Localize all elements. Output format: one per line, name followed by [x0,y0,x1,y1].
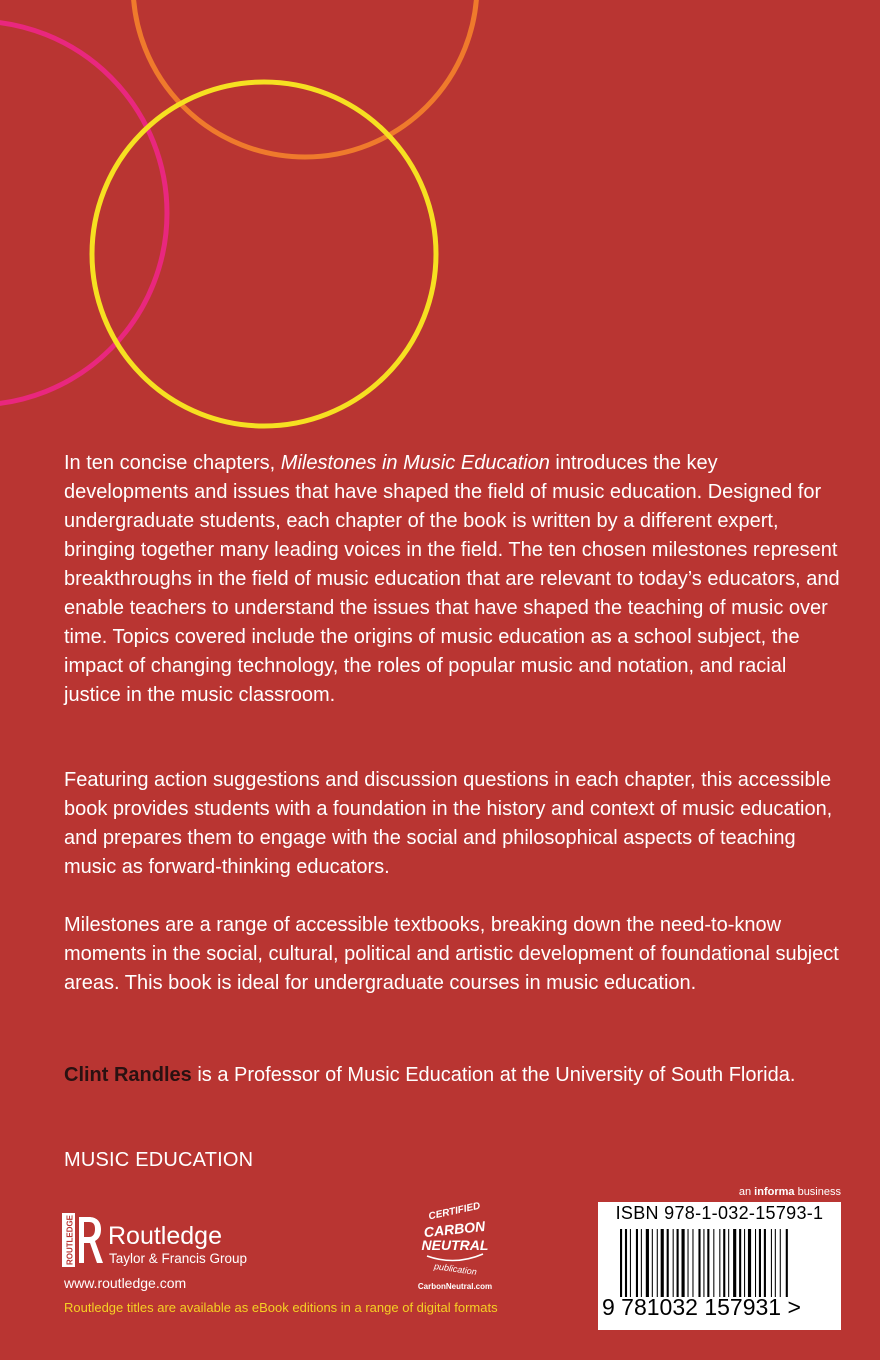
barcode-bar [723,1229,725,1297]
isbn-barcode [598,1202,841,1330]
barcode-bar [744,1229,745,1297]
barcode-bar [728,1229,729,1297]
barcode-bar [688,1229,689,1297]
routledge-r-icon [79,1217,103,1263]
carbon-publication-text: publication [433,1261,478,1277]
barcode-bar [682,1229,685,1297]
barcode-bar [759,1229,761,1297]
decorative-circles [0,0,880,440]
carbon-certified-text: CERTIFIED [427,1200,482,1223]
routledge-name: Routledge [108,1222,222,1250]
neutral-text: NEUTRAL [421,1237,489,1253]
barcode-bar [703,1229,704,1297]
ebook-availability-note: Routledge titles are available as eBook editions in a range of digital formats [64,1300,498,1315]
barcode-bar [780,1229,781,1297]
yellow-circle [92,82,436,426]
routledge-side-text: ROUTLEDGE [64,1211,75,1265]
informa-post: business [794,1186,841,1198]
blurb-paragraph-3: Milestones are a range of accessible textbooks, breaking down the need-to-know moments in the social, cultural, political and artistic development of foundational subject areas. This book is ideal for undergraduate courses in music education. [64,914,839,994]
barcode-bar [677,1229,679,1297]
barcode-bar [775,1229,776,1297]
isbn-label: ISBN 978-1-032-15793-1 [615,1203,824,1223]
barcode-bar [748,1229,751,1297]
barcode-bar [625,1229,627,1297]
blurb-p1-intro: In ten concise chapters, [64,452,281,474]
barcode-bar [713,1229,714,1297]
barcode-bar [698,1229,700,1297]
barcode-bar [636,1229,638,1297]
blurb-p1-body: introduces the key developments and issues that have shaped the field of music education. Designed for undergraduate students, each chapter of the book is written by a different expert, bringing together many leading voices in the field. The ten chosen milestones represent breakthroughs in the field of music education that are relevant to today’s educators, and enable teachers to understand the issues that have shaped the teaching of music over time. Topics covered include the origins of music education as a school subject, the impact of changing technology, the roles of popular music and notation, and racial justice in the music classroom. [64,452,840,706]
blurb-paragraph-2: Featuring action suggestions and discussion questions in each chapter, this accessible book provides students with a foundation in the history and context of music education, and prepares them to engage with the social and philosophical aspects of teaching music as forward-thinking educators. [64,769,833,878]
informa-tagline [600,1186,841,1198]
barcode-bar [719,1229,720,1297]
barcode-digits: 9 781032 157931 > [602,1294,801,1320]
barcode-bar [673,1229,674,1297]
barcode-bar [657,1229,658,1297]
barcode-bar [630,1229,631,1297]
barcode-bar [620,1229,622,1297]
barcode-bar [646,1229,649,1297]
informa-pre: an [738,1186,755,1198]
carbon-text: CARBON [423,1217,486,1241]
author-bio [64,1061,844,1090]
barcode-bar [661,1229,664,1297]
barcode-bar [707,1229,709,1297]
barcode-bar [771,1229,772,1297]
blurb-paragraph-1 [64,449,844,710]
carbon-url: CarbonNeutral.com [417,1282,493,1291]
barcode-bar [764,1229,766,1297]
carbon-swoosh-icon [427,1254,483,1261]
barcode-bar [667,1229,669,1297]
informa-brand: informa [754,1186,795,1198]
barcode-bar [739,1229,741,1297]
routledge-group: Taylor & Francis Group [109,1251,248,1266]
carbon-neutral-badge [405,1196,505,1296]
barcode-bar [652,1229,653,1297]
author-name: Clint Randles [64,1064,192,1086]
publisher-url: www.routledge.com [64,1275,187,1291]
orange-circle [133,0,477,157]
barcode-bar [786,1229,788,1297]
barcode-bar [755,1229,756,1297]
author-bio-text: is a Professor of Music Education at the University of South Florida. [191,1064,796,1086]
barcode-bar [692,1229,693,1297]
barcode-bar [641,1229,642,1297]
book-title: Milestones in Music Education [280,452,550,474]
routledge-logo [62,1211,272,1271]
subject-category: MUSIC EDUCATION [64,1149,254,1171]
barcode-bars [620,1229,820,1297]
barcode-bar [733,1229,736,1297]
pink-circle [0,21,167,405]
